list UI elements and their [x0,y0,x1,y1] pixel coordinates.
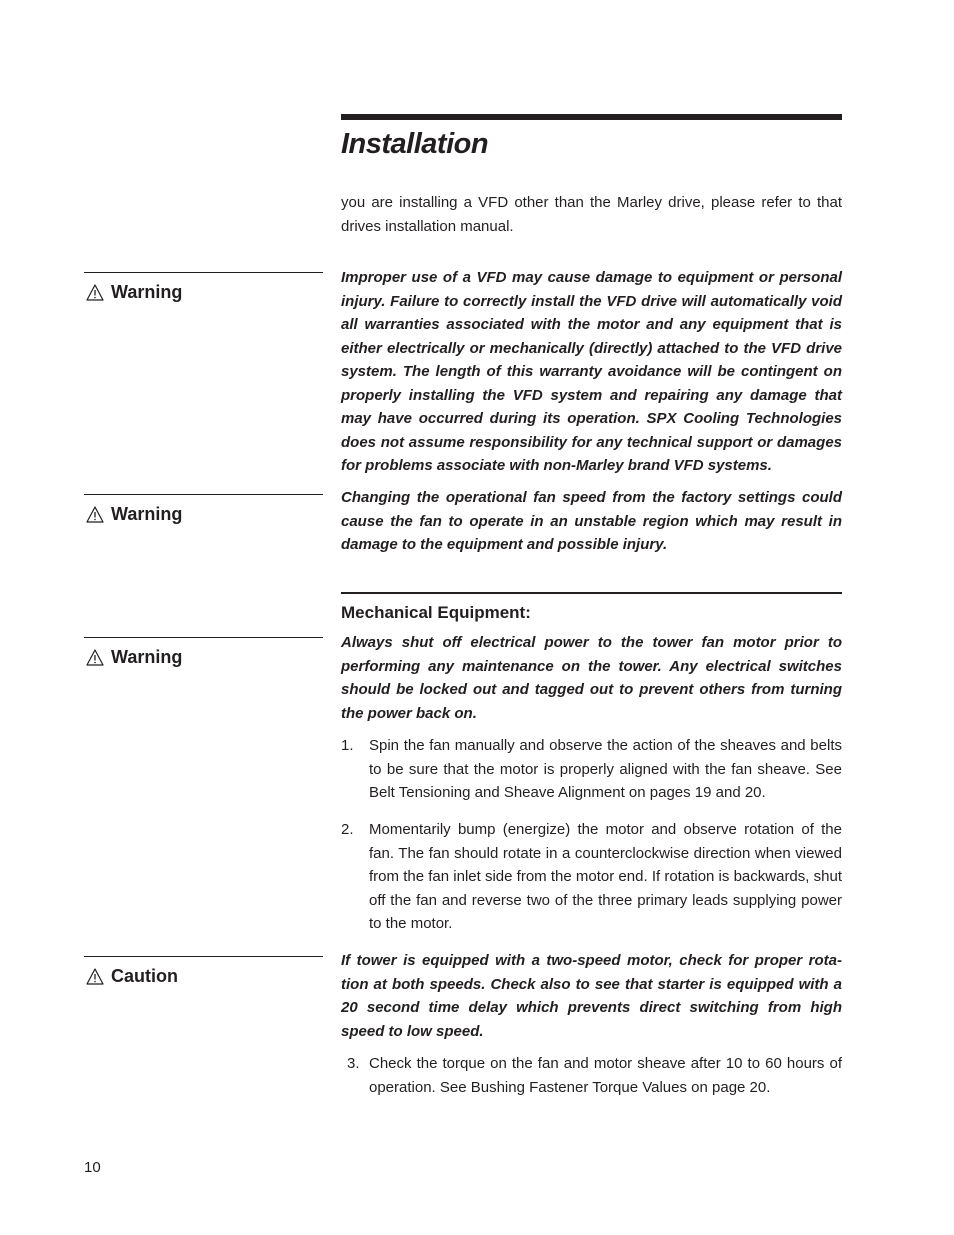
step-number: 1. [341,737,354,754]
caution-label [86,966,178,987]
notice-rule [84,272,323,273]
page-number: 10 [84,1159,101,1176]
notice-label-text: Warning [111,282,183,302]
notice-rule [84,956,323,957]
notice-text: Always shut off electrical power to the tower fan motor prior to performing any maintenance on the tower. Any electrical switches should be locked out and tagged out to prevent others from turning the power back on. [341,634,842,722]
notice-text: Improper use of a VFD may cause damage to equipment or personal injury. Failure to correctly install the VFD drive will automatically void all warranties associated with the motor and any equipment that is either electrically or mechanically (directly) attached to the VFD drive system. The length of this warranty avoidance will be contingent on properly installing the VFD system and repairing any damage that may have occurred during its operation. SPX Cooling Technologies does not assume responsibility for any technical support or damages for problems associate with non-Marley brand VFD systems. [341,269,842,474]
notice-rule [84,637,323,638]
notice-rule [84,494,323,495]
notice-text: Changing the operational fan speed from the factory settings could cause the fan to operate in an unstable region which may result in damage to the equipment and possible injury. [341,489,842,553]
step-number: 2. [341,821,354,838]
warning-label [86,647,182,668]
notice-text: If tower is equipped with a two-speed motor, check for proper rota-tion at both speeds. Check also to see that starter is equipped with a 20 second time delay which prevents direct switching from high speed to low speed. [341,952,842,1040]
warning-label [86,504,182,525]
notice-label-text: Warning [111,647,183,667]
warning-triangle-icon [86,506,104,523]
step-text: Spin the fan manually and observe the action of the sheaves and belts to be sure that the motor is properly aligned with the fan sheave. See Belt Tensioning and Sheave Alignment on pages 19 and 20. [369,737,842,801]
warning-label [86,282,182,303]
list-item [341,818,842,936]
step-text: Momentarily bump (energize) the motor and observe rotation of the fan. The fan should rotate in a counterclockwise direction when viewed from the fan inlet side from the motor end. If rotation is backwards, shut off the fan and reverse two of the three primary leads supplying power to the motor. [369,821,842,932]
notice-label-text: Warning [111,504,183,524]
warning-triangle-icon [86,284,104,301]
section-heading: Mechanical Equipment: [341,603,531,622]
section-rule [341,592,842,594]
notice-label-text: Caution [111,966,178,986]
warning-triangle-icon [86,649,104,666]
intro-paragraph: you are installing a VFD other than the Marley drive, please refer to that drives installation manual. [341,194,842,235]
step-text: Check the torque on the fan and motor sheave after 10 to 60 hours of operation. See Bushing Fastener Torque Values on page 20. [369,1055,842,1096]
step-number: 3. [347,1055,360,1072]
list-item [341,1052,842,1099]
page-title: Installation [341,128,489,160]
title-rule [341,114,842,120]
list-item [341,734,842,805]
warning-triangle-icon [86,968,104,985]
